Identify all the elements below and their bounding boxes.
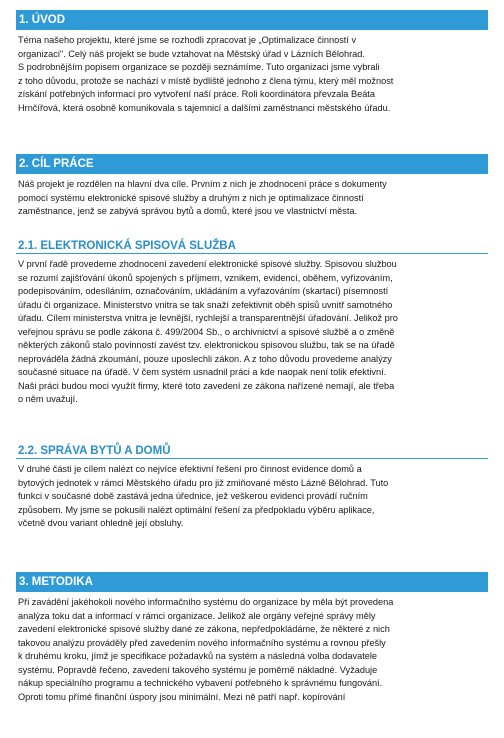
- text-line: V druhé části je cílem nalézt co nejvíce efektivní řešení pro činnost evidence domů a: [18, 464, 362, 474]
- section-body: [16, 34, 488, 115]
- text-line: pomocí systému elektronické spisové služby a druhým z nich je optimalizace činností: [18, 192, 364, 203]
- text-line: k druhému kroku, jímž je specifikace požadavků na systém a následná volba dodavatele: [18, 651, 378, 661]
- text-line: o něm uvažují.: [18, 394, 78, 404]
- text-line: Téma našeho projektu, které jsme se rozhodli zpracovat je „Optimalizace činností v: [18, 35, 357, 45]
- section-heading: 2. CÍL PRÁCE: [16, 154, 488, 174]
- text-line: se rozumí zajišťování úkonů spojených s příjmem, vznikem, evidencí, oběhem, vyřizováním,: [18, 272, 393, 283]
- section-uvod: [16, 10, 488, 115]
- text-line: zavedení elektronické spisové služby dané ze zákona, nepředpokládáme, že některé z nich: [18, 624, 390, 634]
- section-cil: [16, 154, 488, 219]
- text-line: bytových jednotek v rámci Městského úřadu pro již zmiňované město Lázně Bělohrad. Tuto: [18, 477, 389, 488]
- section-sprava: [16, 443, 488, 531]
- text-line: veřejnou správu se podle zákona č. 499/2004 Sb., o archivnictví a spisové službě a o změně: [18, 326, 395, 337]
- text-line: současné situace na úřadě. V čem systém usnadnil práci a kde naopak není tolik efektivní.: [18, 367, 387, 377]
- section-body: [16, 596, 488, 704]
- text-line: Náš projekt je rozdělen na hlavní dva cíle. Prvním z nich je zhodnocení práce s dokumenty: [18, 179, 387, 189]
- text-line: z toho důvodu, protože se nachází v místě bydliště jednoho z člena týmu, který měl možnost: [18, 75, 394, 86]
- text-line: neprováděla žádná zkoumání, pouze uposlechli zákon. A z toho důvodu provedeme analýzy: [18, 353, 392, 364]
- section-body: [16, 258, 488, 407]
- section-body: [16, 178, 488, 219]
- text-line: způsobem. My jsme se pokusili nalézt optimální řešení za předpokladu výběru aplikace,: [18, 504, 375, 515]
- text-line: některých zákonů stalo povinností zavést tzv. elektronickou spisovou službu, tak se na úřadě: [18, 340, 395, 350]
- text-line: V první řadě provedeme zhodnocení zavedení elektronické spisové služby. Spisovou službou: [18, 259, 397, 269]
- text-line: úřadu či organizace. Ministerstvo vnitra se tak snaží zefektivnit oběh spisů uvnitř samotného: [18, 299, 393, 310]
- text-line: úřadu. Cílem ministerstva vnitra je levnější, rychlejší a transparentnější úřadování. Jelikož pro: [18, 313, 398, 323]
- section-heading: 3. METODIKA: [16, 572, 488, 592]
- text-line: získání potřebných informací pro vytvoření naší práce. Roli koordinátora převzala Beáta: [18, 89, 375, 99]
- text-line: systému. Popravdě řečeno, zavedení takového systému je poměrně nákladné. Vyžaduje: [18, 664, 378, 675]
- subsection-heading: 2.1. ELEKTRONICKÁ SPISOVÁ SLUŽBA: [16, 238, 488, 254]
- subsection-heading: 2.2. SPRÁVA BYTŮ A DOMŮ: [16, 443, 488, 459]
- text-line: Hrnčířová, která osobně komunikovala s tajemnicí a dalšími zaměstnanci městského úřadu.: [18, 102, 391, 113]
- text-line: funkci v současné době zastává jedna úřednice, jež veškerou evidenci provádí ručním: [18, 491, 368, 501]
- text-line: Naši práci budou moci využít firmy, které toto zavedení ze zákona nařízené nemají, ale třeba: [18, 380, 395, 391]
- text-line: Oproti tomu přímé finanční úspory jsou minimální. Mezi ně patří např. kopírování: [18, 691, 346, 702]
- text-line: zaměstnance, jenž se zabývá správou bytů a domů, které jsou ve vlastnictví města.: [18, 206, 358, 216]
- text-line: Při zavádění jakéhokoli nového informačního systému do organizace by měla být provedena: [18, 597, 394, 607]
- text-line: včetně dvou variant ohledně její obsluhy.: [18, 518, 184, 528]
- text-line: S podrobnějším popisem organizace se později seznámíme. Tuto organizaci jsme vybrali: [18, 62, 380, 72]
- text-line: analýza toku dat a informací v rámci organizace. Jelikož ale orgány veřejné správy měly: [18, 610, 376, 621]
- section-metodika: [16, 572, 488, 704]
- section-spisova: [16, 238, 488, 407]
- text-line: nákup speciálního programu a technického vybavení potřebného k správnému fungování.: [18, 678, 383, 688]
- text-line: podepisováním, odesíláním, označováním, ukládáním a vyřazováním (skartací) písemností: [18, 286, 389, 296]
- section-heading: 1. ÚVOD: [16, 10, 488, 30]
- text-line: organizaci". Celý náš projekt se bude vztahovat na Městský úřad v Lázních Bělohrad.: [18, 48, 365, 59]
- text-line: takovou analýzu prováděly před zavedením nového informačního systému a rovnou přešly: [18, 637, 386, 648]
- section-body: [16, 463, 488, 531]
